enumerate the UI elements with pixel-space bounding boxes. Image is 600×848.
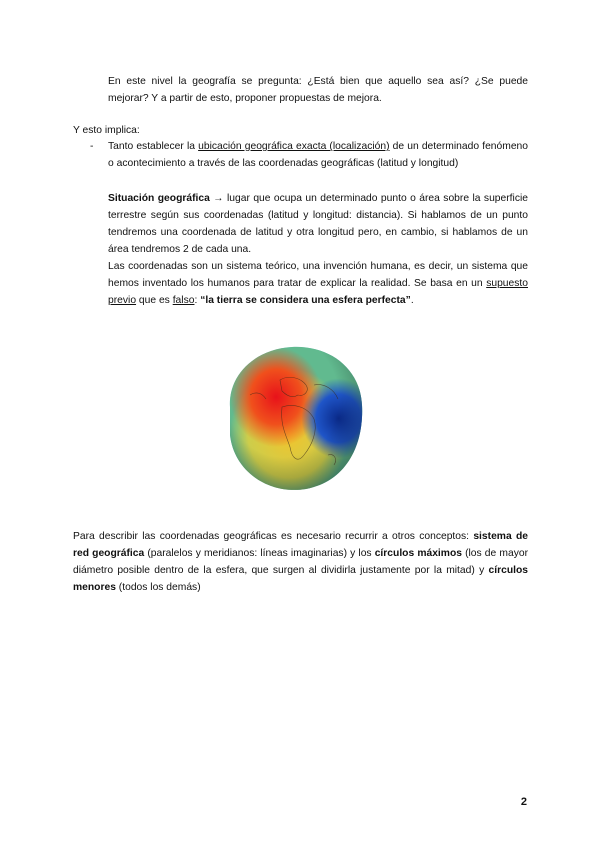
esfera-perfecta-quote: “la tierra se considera una esfera perfecta” bbox=[200, 295, 411, 306]
paragraph-implica: Y esto implica: bbox=[73, 125, 140, 136]
term-circulos-menores: círculos menores bbox=[73, 565, 528, 593]
page-number: 2 bbox=[520, 796, 527, 808]
arrow-icon: → bbox=[213, 193, 224, 204]
ubicacion-link-text: ubicación geográfica exacta (localización) bbox=[198, 141, 390, 152]
geoid-image bbox=[210, 335, 375, 500]
paragraph-pregunta: En este nivel la geografía se pregunta: ¿Está bien que aquello sea así? ¿Se puede mejorar? Y a partir de esto, proponer propuestas de mejora. bbox=[108, 76, 528, 104]
bullet-localizacion: Tanto establecer la ubicación geográfica exacta (localización) de un determinado fenómeno o acontecimiento a través de las coordenadas geográficas (latitud y longitud) bbox=[108, 141, 529, 169]
term-sistema-red: sistema de red geográfica bbox=[73, 531, 528, 559]
geoid-globe-icon bbox=[210, 335, 375, 500]
paragraph-coordenadas: Las coordenadas son un sistema teórico, una invención humana, es decir, un sistema que hemos inventado los humanos para tratar de explicar la realidad. Se basa en un supuesto previo que es falso: “la tierra se considera una esfera perfecta”. bbox=[108, 261, 528, 306]
term-circulos-maximos: círculos máximos bbox=[374, 548, 462, 559]
paragraph-situacion: Situación geográfica → lugar que ocupa un determinado punto o área sobre la superficie terrestre según sus coordenadas (latitud y longitud: distancia). Si hablamos de un punto tendremos una coordenada de latitud y otra longitud pero, en cambio, si hablamos de un área tendremos 2 de cada una. bbox=[108, 193, 528, 255]
situacion-term: Situación geográfica bbox=[108, 193, 210, 204]
bullet-marker: - bbox=[90, 141, 94, 152]
paragraph-conceptos: Para describir las coordenadas geográficas es necesario recurrir a otros conceptos: sistema de red geográfica (paralelos y meridianos: líneas imaginarias) y los círculos máximos (los de mayor diámetro posible dentro de la esfera, que surgen al dividirla justamente por la mitad) y círculos menores (todos los demás) bbox=[73, 531, 528, 593]
supuesto-previo: supuesto previo bbox=[108, 278, 528, 306]
falso-word: falso bbox=[172, 295, 195, 306]
